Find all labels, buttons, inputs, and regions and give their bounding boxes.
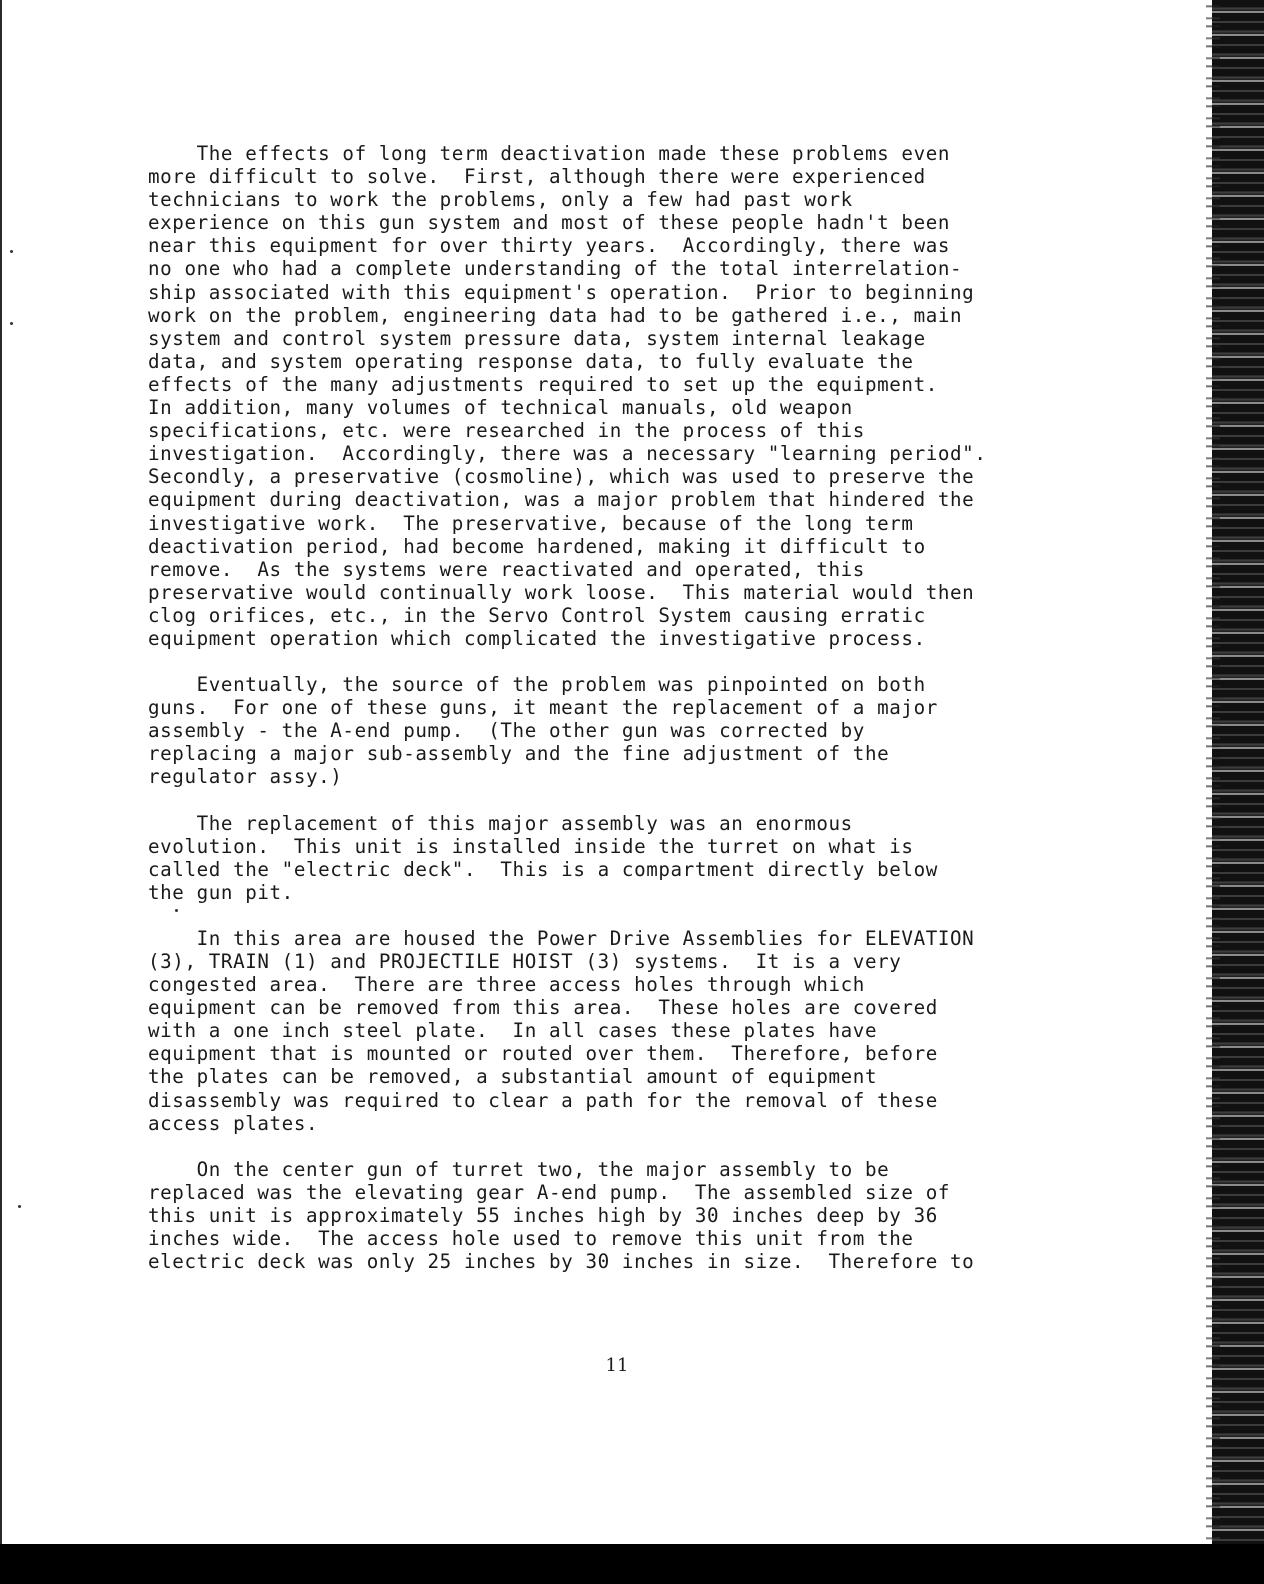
text-line: investigative work. The preservative, because of the long term	[148, 511, 914, 535]
text-line: this unit is approximately 55 inches high by 30 inches deep by 36	[148, 1203, 938, 1227]
text-line: more difficult to solve. First, although there were experienced	[148, 165, 926, 189]
scan-speck	[10, 250, 13, 253]
scan-binding-edge-shadow	[1206, 0, 1220, 1545]
text-line: remove. As the systems were reactivated and operated, this	[148, 557, 865, 581]
paragraph	[148, 927, 1108, 1135]
text-line: deactivation period, had become hardened, making it difficult to	[148, 534, 926, 558]
text-line: (3), TRAIN (1) and PROJECTILE HOIST (3) systems. It is a very	[148, 950, 902, 973]
text-line: data, and system operating response data, to fully evaluate the	[148, 349, 914, 373]
text-line: Eventually, the source of the problem was pinpointed on both	[148, 673, 926, 697]
paragraph	[148, 1158, 1108, 1273]
text-line: the gun pit.	[148, 880, 294, 904]
page-number	[0, 1355, 1264, 1376]
text-line: technicians to work the problems, only a few had past work	[148, 188, 853, 212]
text-line: guns. For one of these guns, it meant the replacement of a major	[148, 696, 938, 720]
text-line: clog orifices, etc., in the Servo Control System causing erratic	[148, 603, 926, 627]
text-line: On the center gun of turret two, the major assembly to be	[148, 1157, 890, 1181]
text-line: effects of the many adjustments required to set up the equipment.	[148, 372, 938, 396]
text-line: with a one inch steel plate. In all cases these plates have	[148, 1019, 878, 1043]
text-line: equipment during deactivation, was a major problem that hindered the	[148, 488, 975, 512]
paragraph	[148, 812, 1108, 904]
text-line: access plates.	[148, 1111, 319, 1135]
text-line: disassembly was required to clear a path for the removal of these	[148, 1088, 938, 1112]
scan-bottom-border	[0, 1544, 1264, 1584]
text-line: work on the problem, engineering data had to be gathered i.e., main	[148, 303, 963, 327]
text-line: specifications, etc. were researched in the process of this	[148, 419, 865, 443]
text-line: no one who had a complete understanding of the total interrelation-	[148, 257, 963, 281]
text-line: inches wide. The access hole used to remove this unit from the	[148, 1227, 914, 1251]
text-line: The effects of long term deactivation made these problems even	[148, 142, 951, 165]
text-line: In addition, many volumes of technical manuals, old weapon	[148, 396, 853, 420]
scan-left-edge	[0, 0, 2, 1545]
text-line: equipment can be removed from this area. These holes are covered	[148, 996, 938, 1020]
text-line: Secondly, a preservative (cosmoline), which was used to preserve the	[148, 465, 975, 489]
text-line: the plates can be removed, a substantial amount of equipment	[148, 1065, 878, 1089]
text-line: investigation. Accordingly, there was a necessary "learning period".	[148, 442, 987, 466]
paragraph	[148, 673, 1108, 788]
text-line: In this area are housed the Power Drive Assemblies for ELEVATION	[148, 926, 975, 950]
body-text	[148, 142, 1108, 1296]
text-line: experience on this gun system and most of these people hadn't been	[148, 211, 951, 235]
scan-speck	[18, 1205, 21, 1208]
text-line: evolution. This unit is installed inside the turret on what is	[148, 834, 914, 858]
text-line: equipment operation which complicated the investigative process.	[148, 626, 926, 650]
text-line: preservative would continually work loose. This material would then	[148, 580, 975, 604]
text-line: electric deck was only 25 inches by 30 inches in size. Therefore to	[148, 1250, 975, 1274]
text-line: ship associated with this equipment's operation. Prior to beginning	[148, 280, 975, 304]
text-line: replacing a major sub-assembly and the fine adjustment of the	[148, 742, 890, 766]
text-line: equipment that is mounted or routed over them. Therefore, before	[148, 1042, 938, 1066]
text-line: assembly - the A-end pump. (The other gun was corrected by	[148, 719, 865, 743]
text-line: regulator assy.)	[148, 765, 343, 789]
text-line: called the "electric deck". This is a compartment directly below	[148, 857, 938, 881]
text-line: The replacement of this major assembly was an enormous	[148, 811, 853, 835]
text-line: system and control system pressure data, system internal leakage	[148, 326, 926, 350]
text-line: congested area. There are three access holes through which	[148, 973, 865, 997]
text-line: replaced was the elevating gear A-end pump. The assembled size of	[148, 1180, 951, 1204]
page-number-label: 11	[605, 1355, 629, 1376]
paragraph	[148, 142, 1108, 650]
text-line: near this equipment for over thirty years. Accordingly, there was	[148, 234, 951, 258]
scan-speck	[10, 322, 13, 325]
